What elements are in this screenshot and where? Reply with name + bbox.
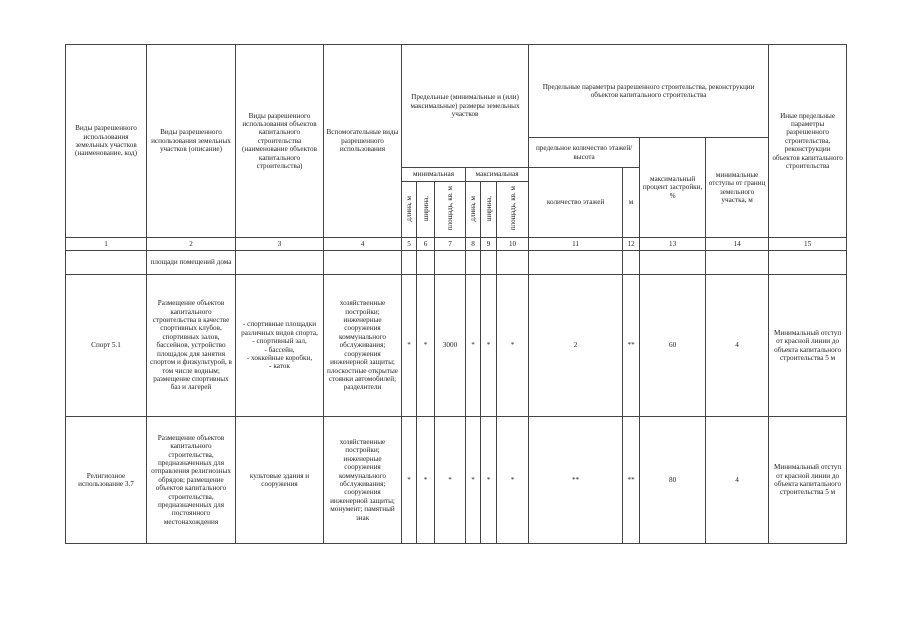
carry-over-text: площади помещений дома — [147, 251, 236, 275]
column-number: 15 — [769, 238, 847, 251]
header-min-length: длина, м — [402, 182, 417, 238]
land-use-description: Размещение объектов капитального строительства в качестве спортивных клубов, спортивных залов, бассейнов, устройство площадок для занятия спортом и физкультурой, в том числе водным; размещение спортивных баз и лагерей — [147, 275, 236, 417]
header-col15: Иные предельные параметры разрешенного строительства, реконструкции объектов капитального строительства — [769, 45, 847, 238]
floors-value: 2 — [529, 275, 623, 417]
column-number: 9 — [481, 238, 497, 251]
height-value: ** — [623, 275, 640, 417]
column-number: 5 — [402, 238, 417, 251]
max-area-value: * — [497, 417, 529, 544]
column-number: 3 — [236, 238, 324, 251]
header-floors-group: предельное количество этажей/высота — [529, 138, 640, 168]
max-percent-value: 60 — [640, 275, 706, 417]
column-number: 10 — [497, 238, 529, 251]
min-length-value: * — [402, 417, 417, 544]
auxiliary-uses: хозяйственные постройки; инженерные сооружения коммунального обслуживания; сооружения инженерной защиты; плоскостные открытые стоянки автомобилей; разделители — [324, 275, 402, 417]
permitted-objects: - спортивные площадки различных видов спорта, - спортивный зал, - бассейн, - хоккейные коробки, - каток — [236, 275, 324, 417]
max-length-value: * — [466, 417, 481, 544]
carry-over-row — [66, 251, 847, 275]
land-use-name: Спорт 5.1 — [66, 275, 147, 417]
auxiliary-uses: хозяйственные постройки; инженерные сооружения коммунального обслуживания; сооружения инженерной защиты; монумент; памятный знак — [324, 417, 402, 544]
header-col3: Виды разрешенного использования объектов капитального строительства (наименование объектов капитального строительства) — [236, 45, 324, 238]
floors-value: ** — [529, 417, 623, 544]
column-number: 13 — [640, 238, 706, 251]
min-area-value: 3000 — [435, 275, 466, 417]
column-number: 1 — [66, 238, 147, 251]
table-row — [66, 417, 847, 544]
header-max-area: площадь, кв. м — [497, 182, 529, 238]
header-min-width: ширина, — [417, 182, 435, 238]
column-number: 12 — [623, 238, 640, 251]
min-setback-value: 4 — [706, 275, 769, 417]
header-col2: Виды разрешенного использования земельных участков (описание) — [147, 45, 236, 238]
header-floors-count: количество этажей — [529, 168, 623, 238]
header-min: минимальная — [402, 168, 466, 182]
header-min-area: площадь, кв. м — [435, 182, 466, 238]
other-params-value: Минимальный отступ от красной линии до объекта капитального строительства 5 м — [769, 275, 847, 417]
header-max-width: ширина, — [481, 182, 497, 238]
header-height-m: м — [623, 168, 640, 238]
max-width-value: * — [481, 417, 497, 544]
header-max-length: длина, м — [466, 182, 481, 238]
min-length-value: * — [402, 275, 417, 417]
column-number: 4 — [324, 238, 402, 251]
land-use-name: Религиозное использование 3.7 — [66, 417, 147, 544]
land-use-regulations-table — [65, 44, 847, 544]
land-use-description: Размещение объектов капитального строительства, предназначенных для отправления религиозных обрядов; размещение объектов капитального строительства, предназначенных для постоянного местонахождения — [147, 417, 236, 544]
table-row — [66, 275, 847, 417]
max-area-value: * — [497, 275, 529, 417]
header-col1: Виды разрешенного использования земельных участков (наименование, код) — [66, 45, 147, 238]
max-percent-value: 80 — [640, 417, 706, 544]
column-numbers-row — [66, 238, 847, 251]
max-length-value: * — [466, 275, 481, 417]
header-col4: Вспомогательные виды разрешенного использования — [324, 45, 402, 238]
max-width-value: * — [481, 275, 497, 417]
column-number: 2 — [147, 238, 236, 251]
min-setback-value: 4 — [706, 417, 769, 544]
header-group-params: Предельные параметры разрешенного строительства, реконструкции объектов капитального строительства — [529, 45, 769, 138]
column-number: 7 — [435, 238, 466, 251]
column-number: 11 — [529, 238, 623, 251]
column-number: 14 — [706, 238, 769, 251]
header-group-sizes: Предельные (минимальные и (или) максимальные) размеры земельных участков — [402, 45, 529, 168]
height-value: ** — [623, 417, 640, 544]
min-width-value: * — [417, 275, 435, 417]
other-params-value: Минимальный отступ от красной линии до объекта капитального строительства 5 м — [769, 417, 847, 544]
header-min-setback: минимальные отступы от границ земельного участка, м — [706, 138, 769, 238]
header-max: максимальная — [466, 168, 529, 182]
min-width-value: * — [417, 417, 435, 544]
min-area-value: * — [435, 417, 466, 544]
column-number: 6 — [417, 238, 435, 251]
header-max-percent: максимальный процент застройки, % — [640, 138, 706, 238]
column-number: 8 — [466, 238, 481, 251]
permitted-objects: культовые здания и сооружения — [236, 417, 324, 544]
